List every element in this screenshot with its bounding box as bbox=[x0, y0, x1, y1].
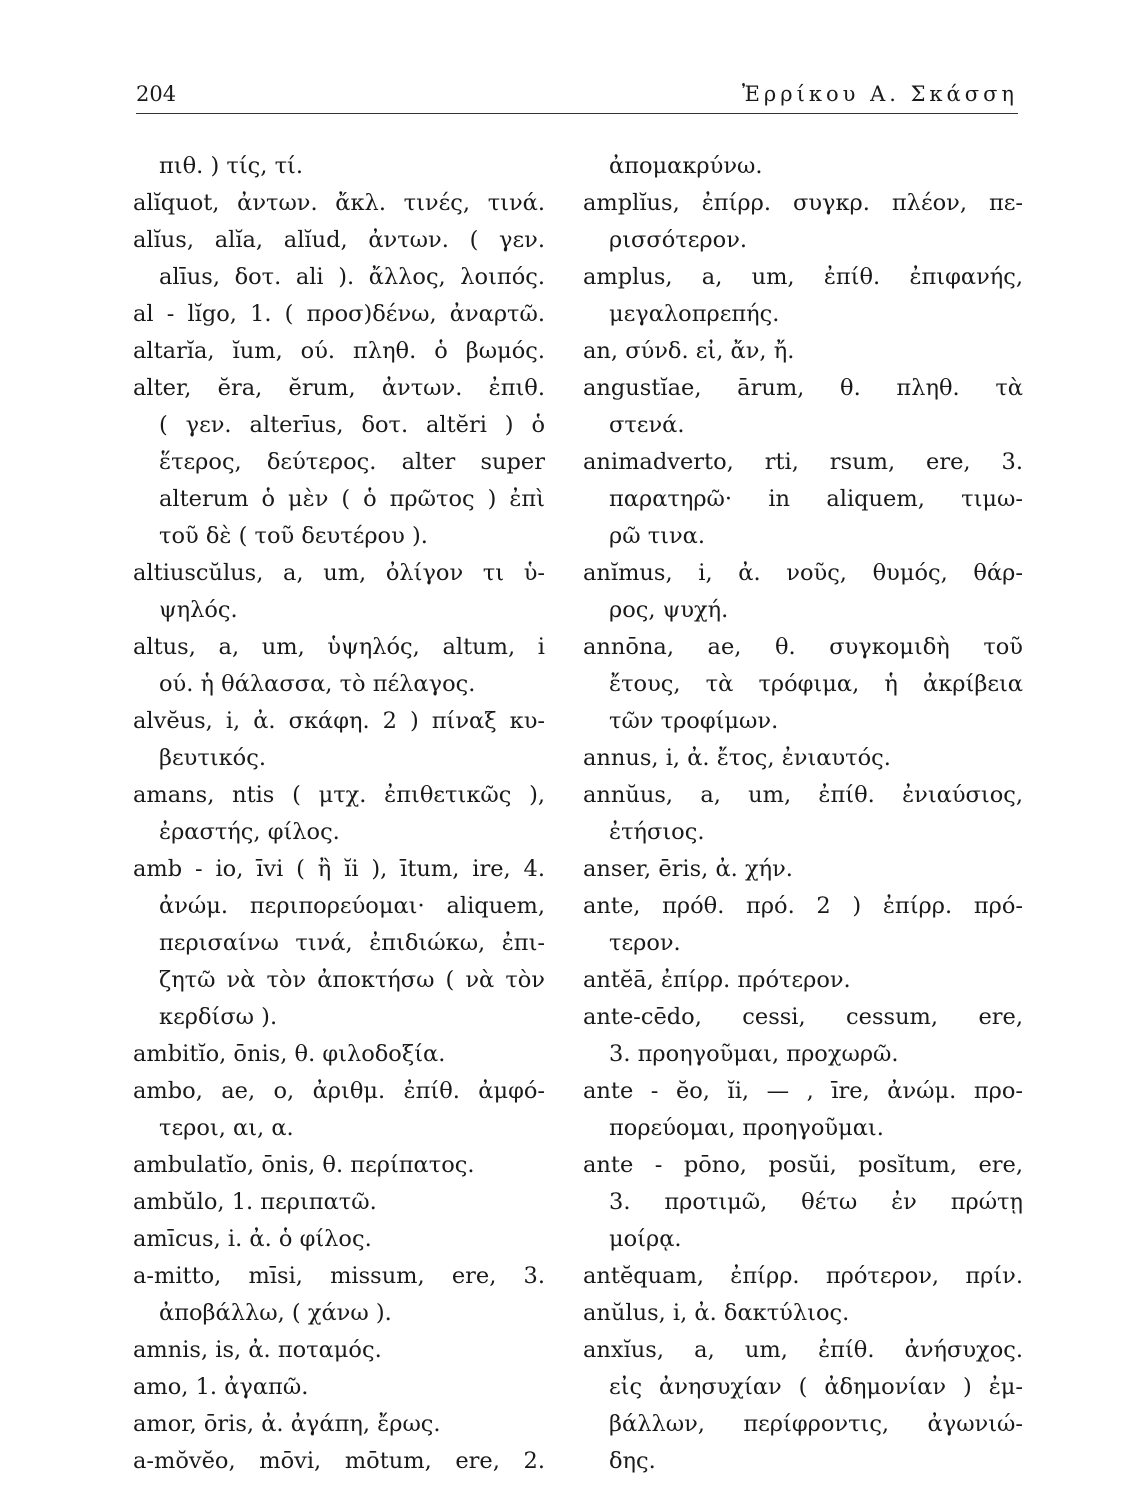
entry-line: angustĭae, ārum, θ. πληθ. τὰ bbox=[583, 375, 1023, 401]
entry-line: βάλλων, περίφροντις, ἀγωνιώ- bbox=[609, 1411, 1023, 1437]
entry-line: πορεύομαι, προηγοῦμαι. bbox=[609, 1115, 884, 1141]
header-rule bbox=[136, 113, 1018, 114]
entry-line: εἰς ἀνησυχίαν ( ἀδημονίαν ) ἐμ- bbox=[609, 1374, 1023, 1400]
right-column bbox=[583, 148, 1023, 1480]
entry-line: 3. προηγοῦμαι, προχωρῶ. bbox=[609, 1041, 899, 1067]
entry-line: δης. bbox=[609, 1448, 656, 1474]
entry-line: ambitĭo, ōnis, θ. φιλοδοξία. bbox=[133, 1041, 446, 1067]
entry-line: al - lĭgo, 1. ( προσ)δένω, ἀναρτῶ. bbox=[133, 301, 545, 327]
entry-line: ψηλός. bbox=[159, 597, 238, 623]
entry-line: πιθ. ) τίς, τί. bbox=[159, 153, 303, 179]
entry-line: κερδίσω ). bbox=[159, 1004, 278, 1030]
entry-line: amplĭus, ἐπίρρ. συγκρ. πλέον, πε- bbox=[583, 190, 1023, 216]
entry-line: a-mitto, mīsi, missum, ere, 3. bbox=[133, 1263, 545, 1289]
left-column bbox=[133, 148, 545, 1480]
entry-line: alĭquot, ἀντων. ἄκλ. τινές, τινά. bbox=[133, 190, 545, 216]
entry-line: anser, ēris, ἀ. χήν. bbox=[583, 856, 793, 882]
entry-line: παρατηρῶ· in aliquem, τιμω- bbox=[609, 486, 1023, 512]
entry-line: anxĭus, a, um, ἐπίθ. ἀνήσυχος. bbox=[583, 1337, 1023, 1363]
entry-line: an, σύνδ. εἰ, ἄν, ἤ. bbox=[583, 338, 795, 364]
entry-line: μεγαλοπρεπής. bbox=[609, 301, 780, 327]
entry-line: ρος, ψυχή. bbox=[609, 597, 729, 623]
entry-line: annŭus, a, um, ἐπίθ. ἐνιαύσιος, bbox=[583, 782, 1023, 808]
entry-line: ante, πρόθ. πρό. 2 ) ἐπίρρ. πρό- bbox=[583, 893, 1023, 919]
entry-line: ζητῶ νὰ τὸν ἀποκτήσω ( νὰ τὸν bbox=[159, 967, 545, 993]
entry-line: ἕτερος, δεύτερος. alter super bbox=[159, 449, 545, 475]
entry-line: alvĕus, i, ἀ. σκάφη. 2 ) πίναξ κυ- bbox=[133, 708, 545, 734]
entry-line: annus, i, ἀ. ἔτος, ἐνιαυτός. bbox=[583, 745, 891, 771]
entry-line: amnis, is, ἀ. ποταμός. bbox=[133, 1337, 382, 1363]
entry-line: alĭus, alĭa, alĭud, ἀντων. ( γεν. bbox=[133, 227, 545, 253]
entry-line: animadverto, rti, rsum, ere, 3. bbox=[583, 449, 1023, 475]
entry-line: μοίρᾳ. bbox=[609, 1226, 682, 1252]
entry-line: ἔτους, τὰ τρόφιμα, ἡ ἀκρίβεια bbox=[609, 671, 1023, 697]
entry-line: ante-cēdo, cessi, cessum, ere, bbox=[583, 1004, 1023, 1030]
entry-line: ante - pōno, posŭi, posĭtum, ere, bbox=[583, 1152, 1023, 1178]
page-number: 204 bbox=[136, 82, 177, 106]
entry-line: τεροι, αι, α. bbox=[159, 1115, 294, 1141]
entry-line: amans, ntis ( μτχ. ἐπιθετικῶς ), bbox=[133, 782, 545, 808]
entry-line: alīus, δοτ. ali ). ἄλλος, λοιπός. bbox=[159, 264, 545, 290]
entry-line: ante - ĕo, ĭi, — , īre, ἀνώμ. προ- bbox=[583, 1078, 1023, 1104]
entry-line: στενά. bbox=[609, 412, 685, 438]
entry-line: ἀποβάλλω, ( χάνω ). bbox=[159, 1300, 392, 1326]
entry-line: ού. ἡ θάλασσα, τὸ πέλαγος. bbox=[159, 671, 476, 697]
entry-line: anŭlus, i, ἀ. δακτύλιος. bbox=[583, 1300, 850, 1326]
entry-line: antĕquam, ἐπίρρ. πρότερον, πρίν. bbox=[583, 1263, 1023, 1289]
entry-line: ρισσότερον. bbox=[609, 227, 748, 253]
entry-line: ἀπομακρύνω. bbox=[609, 153, 763, 179]
entry-line: amīcus, i. ἀ. ὁ φίλος. bbox=[133, 1226, 372, 1252]
entry-line: ἐραστής, φίλος. bbox=[159, 819, 340, 845]
entry-line: ρῶ τινα. bbox=[609, 523, 706, 549]
running-head: Ἐρρίκου Α. Σκάσση bbox=[742, 82, 1018, 106]
entry-line: alter, ĕra, ĕrum, ἀντων. ἐπιθ. bbox=[133, 375, 545, 401]
entry-line: altiuscŭlus, a, um, ὀλίγον τι ὑ- bbox=[133, 560, 545, 586]
entry-line: amb - io, īvi ( ἢ ĭi ), ītum, ire, 4. bbox=[133, 856, 545, 882]
entry-line: ambo, ae, o, ἀριθμ. ἐπίθ. ἀμφό- bbox=[133, 1078, 545, 1104]
entry-line: amo, 1. ἀγαπῶ. bbox=[133, 1374, 309, 1400]
entry-line: antĕā, ἐπίρρ. πρότερον. bbox=[583, 967, 851, 993]
entry-line: amor, ōris, ἀ. ἀγάπη, ἔρως. bbox=[133, 1411, 441, 1437]
entry-line: annōna, ae, θ. συγκομιδὴ τοῦ bbox=[583, 634, 1023, 660]
page-header bbox=[136, 78, 1018, 114]
entry-line: anĭmus, i, ἀ. νοῦς, θυμός, θάρ- bbox=[583, 560, 1023, 586]
entry-line: ambŭlo, 1. περιπατῶ. bbox=[133, 1189, 377, 1215]
entry-line: altarĭa, ĭum, ού. πληθ. ὁ βωμός. bbox=[133, 338, 545, 364]
entry-line: βευτικός. bbox=[159, 745, 266, 771]
entry-line: τοῦ δὲ ( τοῦ δευτέρου ). bbox=[159, 523, 428, 549]
entry-line: a-mŏvĕo, mōvi, mōtum, ere, 2. bbox=[133, 1448, 545, 1474]
entry-line: τερον. bbox=[609, 930, 681, 956]
entry-line: περισαίνω τινά, ἐπιδιώκω, ἐπι- bbox=[159, 930, 545, 956]
entry-line: ( γεν. alterīus, δοτ. altĕri ) ὁ bbox=[159, 412, 545, 438]
entry-line: ἐτήσιος. bbox=[609, 819, 705, 845]
entry-line: 3. προτιμῶ, θέτω ἐν πρώτῃ bbox=[609, 1189, 1023, 1215]
entry-line: ἀνώμ. περιπορεύομαι· aliquem, bbox=[159, 893, 545, 919]
entry-line: τῶν τροφίμων. bbox=[609, 708, 779, 734]
entry-line: ambulatĭo, ōnis, θ. περίπατος. bbox=[133, 1152, 475, 1178]
entry-line: altus, a, um, ὑψηλός, altum, i bbox=[133, 634, 545, 660]
entry-line: amplus, a, um, ἐπίθ. ἐπιφανής, bbox=[583, 264, 1023, 290]
entry-line: alterum ὁ μὲν ( ὁ πρῶτος ) ἐπὶ bbox=[159, 486, 545, 512]
